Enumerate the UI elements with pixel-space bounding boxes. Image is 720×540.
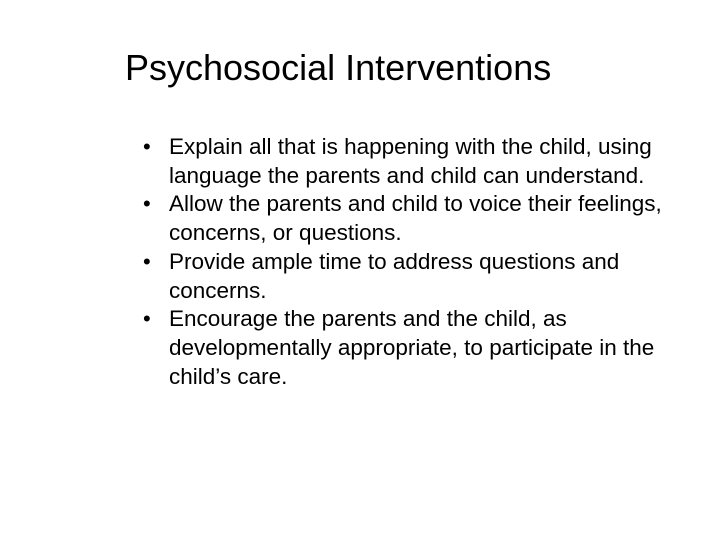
bullet-dot-icon: •	[143, 248, 151, 274]
bullet-text: Encourage the parents and the child, as developmentally appropriate, to participate in the child’s care.	[169, 306, 655, 389]
bullet-item	[143, 190, 713, 247]
bullet-dot-icon: •	[143, 306, 151, 332]
slide-title: Psychosocial Interventions	[125, 47, 552, 88]
bullet-dot-icon: •	[143, 191, 151, 217]
bullet-text: Explain all that is happening with the child, using language the parents and child can understand.	[169, 134, 652, 188]
bullet-text: Allow the parents and child to voice their feelings, concerns, or questions.	[169, 191, 662, 246]
bullet-item	[143, 133, 713, 190]
bullet-dot-icon: •	[143, 134, 151, 159]
bullet-item	[143, 305, 713, 391]
bullet-text: Provide ample time to address questions and concerns.	[169, 248, 620, 303]
bullet-list	[143, 133, 713, 391]
bullet-item	[143, 248, 713, 305]
